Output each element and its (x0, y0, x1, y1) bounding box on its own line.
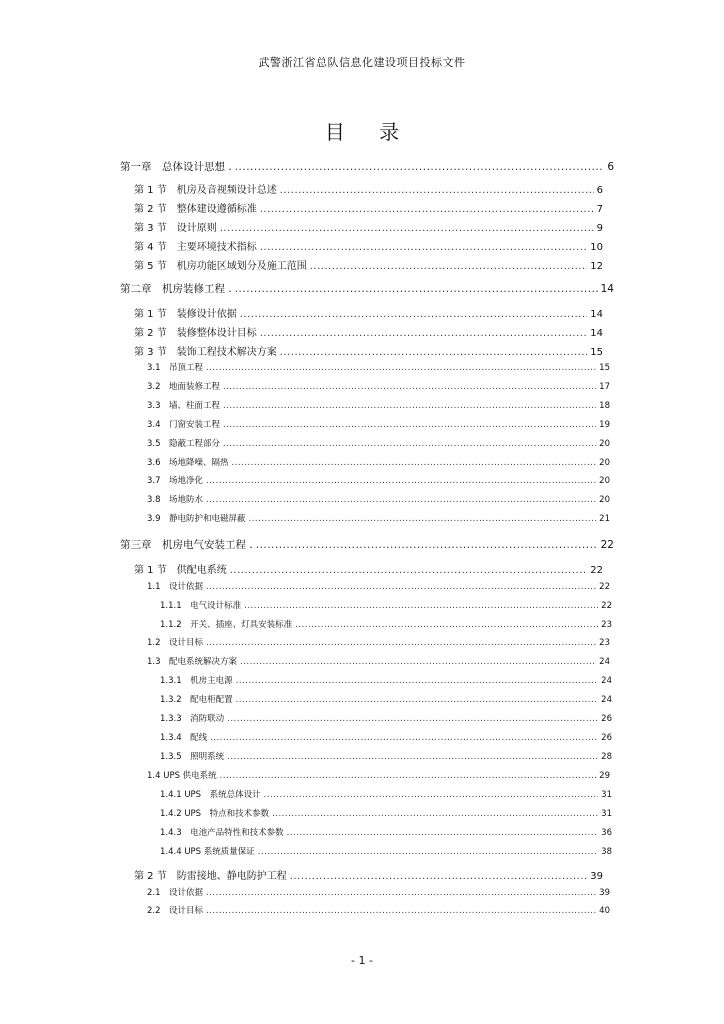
toc-entry-page: 15 (590, 347, 603, 358)
toc-entry[interactable] (120, 537, 614, 552)
toc-entry-page: 12 (590, 261, 603, 272)
toc-entry-label: 1.1.1 电气设计标准 (160, 601, 242, 611)
toc-leader-dots (264, 790, 599, 800)
toc-leader-dots (223, 382, 596, 392)
toc-entry[interactable] (160, 674, 612, 686)
toc-entry-page: 31 (601, 809, 612, 819)
toc-entry-page: 17 (599, 382, 610, 392)
toc-leader-dots (230, 565, 588, 576)
toc-entry-label: 3.8 场地防水 (147, 495, 204, 505)
toc-entry-label: 第三章 机房电气安装工程 . (120, 539, 253, 551)
toc-entry-page: 22 (601, 601, 612, 611)
toc-entry-page: 22 (590, 565, 603, 576)
toc-leader-dots (227, 714, 598, 724)
toc-entry-page: 28 (601, 752, 612, 762)
toc-entry[interactable] (147, 493, 610, 505)
toc-entry[interactable] (160, 731, 612, 743)
toc-leader-dots (223, 401, 596, 411)
toc-entry-label: 第 2 节 整体建设遵循标准 (134, 204, 257, 215)
toc-entry-page: 23 (601, 620, 612, 630)
toc-leader-dots (295, 620, 598, 630)
toc-entry-label: 1.3.4 配线 (160, 733, 208, 743)
toc-entry-page: 31 (601, 790, 612, 800)
toc-entry[interactable] (147, 769, 610, 781)
toc-entry-label: 第二章 机房装修工程 . (120, 283, 232, 295)
toc-leader-dots (223, 420, 596, 430)
toc-entry[interactable] (160, 788, 612, 800)
toc-entry-page: 24 (601, 676, 612, 686)
document-header: 武警浙江省总队信息化建设项目投标文件 (258, 56, 466, 69)
toc-entry-page: 20 (599, 495, 610, 505)
toc-entry[interactable] (147, 904, 610, 916)
toc-entry-page: 39 (590, 871, 603, 882)
toc-entry[interactable] (147, 399, 610, 411)
toc-entry-label: 2.1 设计依据 (147, 888, 204, 898)
toc-entry-page: 22 (599, 582, 610, 592)
toc-leader-dots (240, 309, 588, 320)
toc-entry-page: 21 (599, 514, 610, 524)
toc-entry[interactable] (147, 886, 610, 898)
toc-entry-page: 20 (599, 458, 610, 468)
toc-leader-dots (235, 283, 598, 295)
toc-entry-page: 24 (599, 657, 610, 667)
toc-entry-label: 1.3.3 消防联动 (160, 714, 225, 724)
toc-entry-page: 6 (607, 161, 614, 173)
toc-entry-page: 26 (601, 733, 612, 743)
toc-entry-label: 1.3.1 机房主电源 (160, 676, 233, 686)
toc-entry-page: 14 (590, 328, 603, 339)
toc-entry-label: 第 1 节 供配电系统 (134, 565, 227, 576)
toc-entry-label: 第 4 节 主要环境技术指标 (134, 242, 257, 253)
toc-entry-label: 1.4 UPS 供电系统 (147, 771, 217, 781)
toc-entry-page: 14 (590, 309, 603, 320)
toc-entry-page: 9 (596, 223, 603, 234)
toc-entry[interactable] (147, 512, 610, 524)
toc-entry[interactable] (134, 181, 603, 196)
toc-entry-label: 1.1 设计依据 (147, 582, 204, 592)
toc-entry[interactable] (120, 159, 614, 174)
toc-entry-label: 1.4.4 UPS 系统质量保证 (160, 847, 255, 857)
toc-entry-page: 19 (599, 420, 610, 430)
toc-entry-label: 3.5 隐蔽工程部分 (147, 439, 221, 449)
toc-entry-label: 第 1 节 装修设计依据 (134, 309, 237, 320)
toc-leader-dots (290, 871, 588, 882)
toc-leader-dots (236, 676, 599, 686)
toc-entry-label: 3.2 地面装修工程 (147, 382, 221, 392)
toc-leader-dots (256, 539, 598, 551)
toc-entry-label: 3.3 墙、柱面工程 (147, 401, 221, 411)
toc-entry[interactable] (134, 200, 603, 215)
toc-entry[interactable] (134, 305, 603, 320)
toc-entry[interactable] (134, 561, 603, 576)
toc-leader-dots (232, 458, 597, 468)
toc-entry-page: 40 (599, 906, 610, 916)
toc-entry-page: 14 (600, 283, 614, 295)
toc-entry-label: 第 2 节 防雷接地、静电防护工程 (134, 871, 287, 882)
toc-entry-page: 23 (599, 638, 610, 648)
toc-entry-page: 20 (599, 439, 610, 449)
toc-entry-label: 1.4.2 UPS 特点和技术参数 (160, 809, 270, 819)
toc-entry-page: 39 (599, 888, 610, 898)
toc-leader-dots (240, 657, 596, 667)
toc-entry-label: 1.2 设计目标 (147, 638, 204, 648)
toc-entry[interactable] (147, 636, 610, 648)
toc-leader-dots (206, 582, 596, 592)
toc-entry[interactable] (147, 361, 610, 373)
toc-leader-dots (287, 828, 599, 838)
toc-leader-dots (244, 601, 598, 611)
toc-leader-dots (206, 363, 596, 373)
toc-entry-page: 38 (601, 847, 612, 857)
toc-entry[interactable] (160, 826, 612, 838)
toc-leader-dots (206, 638, 596, 648)
toc-entry[interactable] (147, 418, 610, 430)
toc-entry-page: 7 (596, 204, 603, 215)
toc-leader-dots (235, 161, 605, 173)
toc-leader-dots (220, 223, 594, 234)
toc-entry-page: 20 (599, 476, 610, 486)
toc-entry-page: 6 (596, 185, 603, 196)
toc-entry-page: 15 (599, 363, 610, 373)
page-number-footer: - 1 - (351, 954, 373, 967)
toc-entry[interactable] (147, 380, 610, 392)
toc-entry[interactable] (160, 845, 612, 857)
toc-entry-label: 第一章 总体设计思想 . (120, 161, 232, 173)
toc-leader-dots (227, 752, 598, 762)
toc-leader-dots (206, 476, 596, 486)
toc-entry-label: 第 2 节 装修整体设计目标 (134, 328, 257, 339)
toc-entry-label: 第 3 节 装饰工程技术解决方案 (134, 347, 277, 358)
toc-entry[interactable] (160, 712, 612, 724)
toc-entry[interactable] (147, 655, 610, 667)
toc-leader-dots (236, 695, 599, 705)
toc-entry-label: 1.1.2 开关、插座、灯具安装标准 (160, 620, 293, 630)
toc-entry[interactable] (160, 618, 612, 630)
toc-leader-dots (206, 906, 596, 916)
toc-entry[interactable] (134, 238, 603, 253)
toc-leader-dots (260, 204, 594, 215)
toc-title: 目 录 (324, 120, 414, 144)
toc-entry[interactable] (160, 807, 612, 819)
toc-leader-dots (220, 771, 597, 781)
toc-entry-label: 3.9 静电防护和电磁屏蔽 (147, 514, 246, 524)
toc-entry[interactable] (160, 599, 612, 611)
toc-entry-label: 1.3 配电系统解决方案 (147, 657, 238, 667)
toc-leader-dots (258, 847, 598, 857)
toc-leader-dots (260, 242, 588, 253)
toc-entry-label: 3.4 门窗安装工程 (147, 420, 221, 430)
toc-entry-page: 18 (599, 401, 610, 411)
toc-entry[interactable] (147, 437, 610, 449)
toc-entry-label: 1.3.5 照明系统 (160, 752, 225, 762)
toc-entry-label: 1.4.3 电池产品特性和技术参数 (160, 828, 284, 838)
toc-entry[interactable] (134, 324, 603, 339)
toc-entry[interactable] (134, 867, 603, 882)
toc-entry-page: 24 (601, 695, 612, 705)
toc-entry-label: 第 1 节 机房及音视频设计总述 (134, 185, 277, 196)
toc-entry-label: 1.3.2 配电柜配置 (160, 695, 233, 705)
toc-leader-dots (223, 439, 596, 449)
toc-entry-label: 3.6 场地降噪、隔热 (147, 458, 229, 468)
toc-entry[interactable] (147, 456, 610, 468)
toc-entry[interactable] (134, 343, 603, 358)
toc-entry-label: 第 3 节 设计原则 (134, 223, 217, 234)
toc-entry[interactable] (147, 474, 610, 486)
toc-entry[interactable] (134, 257, 603, 272)
toc-entry-page: 10 (590, 242, 603, 253)
toc-entry[interactable] (120, 281, 614, 296)
toc-leader-dots (210, 733, 598, 743)
toc-leader-dots (249, 514, 597, 524)
toc-entry-page: 22 (600, 539, 614, 551)
toc-leader-dots (280, 347, 588, 358)
toc-leader-dots (260, 328, 588, 339)
toc-leader-dots (310, 261, 588, 272)
toc-entry[interactable] (134, 219, 603, 234)
toc-leader-dots (272, 809, 598, 819)
toc-entry-page: 29 (599, 771, 610, 781)
toc-entry-label: 第 5 节 机房功能区域划分及施工范围 (134, 261, 307, 272)
toc-entry-page: 36 (601, 828, 612, 838)
toc-entry-label: 1.4.1 UPS 系统总体设计 (160, 790, 261, 800)
toc-entry[interactable] (160, 750, 612, 762)
toc-leader-dots (280, 185, 594, 196)
toc-leader-dots (206, 495, 596, 505)
toc-leader-dots (206, 888, 596, 898)
toc-entry-label: 3.1 吊顶工程 (147, 363, 204, 373)
toc-entry-label: 3.7 场地净化 (147, 476, 204, 486)
toc-entry-page: 26 (601, 714, 612, 724)
toc-entry-label: 2.2 设计目标 (147, 906, 204, 916)
toc-entry[interactable] (147, 580, 610, 592)
toc-entry[interactable] (160, 693, 612, 705)
